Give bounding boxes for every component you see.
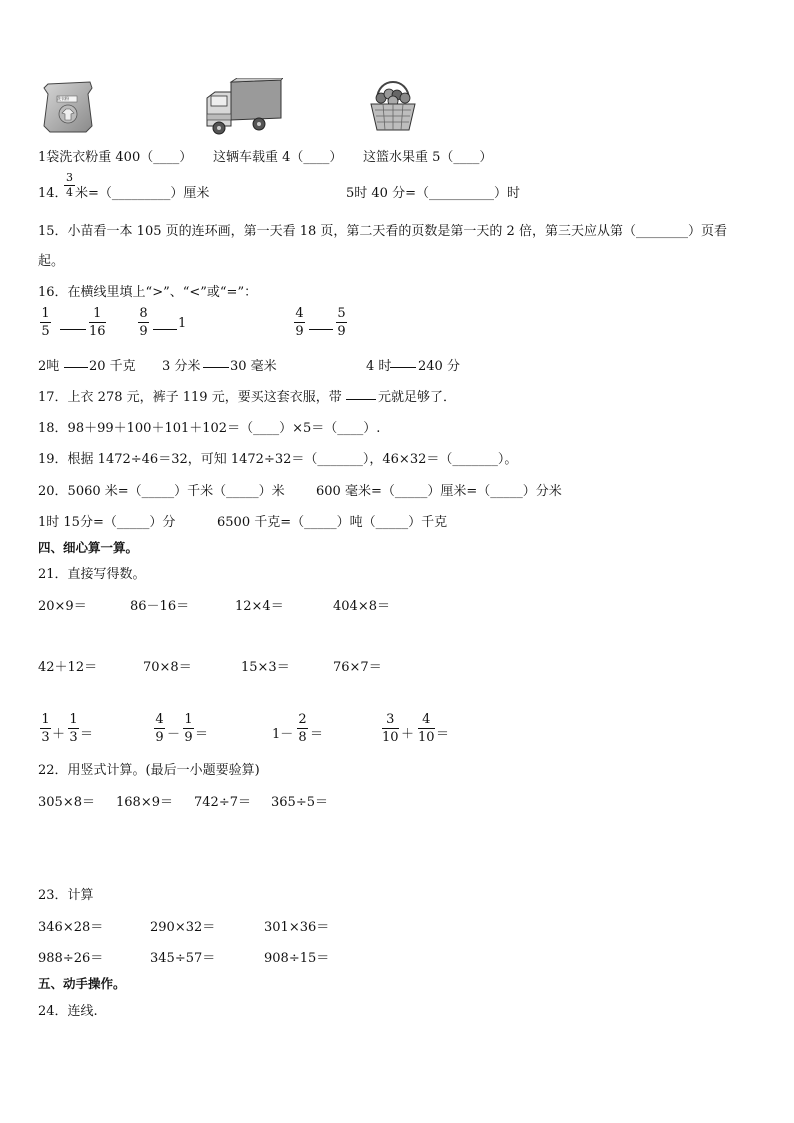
q18-text: 18．98＋99＋100＋101＋102＝（____）×5＝（____）.	[38, 421, 381, 436]
q22-item-2: 168×9＝	[116, 795, 173, 810]
q21-r3-4-eq: ＝	[436, 727, 450, 742]
q16-frac-2b: 1	[178, 316, 187, 331]
q16-row2-blank-1[interactable]	[64, 356, 88, 368]
q21-title: 21．直接写得数。	[38, 567, 146, 582]
q21-r3-3-eq: ＝	[310, 727, 324, 742]
q21-r3-1-op: ＋	[52, 727, 66, 742]
q21-r3-4-op: ＋	[401, 727, 415, 742]
q21-r2-4: 76×7＝	[333, 660, 382, 675]
fraction-numerator: 1	[41, 306, 50, 321]
q16-frac-1b	[89, 306, 106, 339]
fraction-numerator: 1	[41, 712, 50, 727]
q14-number: 14．	[38, 186, 68, 201]
q14-part-b: 5时 40 分=（__________）时	[346, 186, 520, 201]
fraction-numerator: 4	[422, 712, 431, 727]
q17-text-b: 元就足够了．	[378, 390, 457, 405]
q20-part-c: 1时 15分=（_____）分	[38, 515, 176, 530]
q16-frac-3b	[336, 306, 347, 339]
q22-title: 22．用竖式计算。(最后一小题要验算)	[38, 763, 260, 778]
q13-item-1: 1袋洗衣粉重 400（____）	[38, 150, 193, 165]
q21-r2-3: 15×3＝	[241, 660, 290, 675]
q21-r3-1-eq: ＝	[80, 727, 94, 742]
q21-r1-2: 86－16＝	[130, 599, 190, 614]
q21-r3-1-a	[40, 712, 51, 745]
q20-part-d: 6500 千克=（_____）吨（_____）千克	[217, 515, 448, 530]
fraction-denominator: 9	[139, 324, 148, 339]
fraction-denominator: 4	[66, 186, 73, 199]
fraction-denominator: 9	[337, 324, 346, 339]
fraction-numerator: 4	[155, 712, 164, 727]
fraction-numerator: 1	[69, 712, 78, 727]
q13-item-3: 这篮水果重 5（____）	[363, 150, 493, 165]
fraction-numerator: 2	[298, 712, 307, 727]
fraction-numerator: 4	[295, 306, 304, 321]
detergent-bag-icon	[42, 80, 98, 134]
q16-frac-3a	[294, 306, 305, 339]
fraction-denominator: 8	[298, 730, 307, 745]
q23-r2-3: 908÷15＝	[264, 951, 330, 966]
q16-row2-blank-2[interactable]	[203, 356, 229, 368]
q21-r3-2-a	[154, 712, 165, 745]
q16-row2-blank-3[interactable]	[390, 356, 416, 368]
q23-r2-2: 345÷57＝	[150, 951, 216, 966]
q21-r1-3: 12×4＝	[235, 599, 284, 614]
q17-text-a: 17．上衣 278 元，裤子 119 元，要买这套衣服，带	[38, 390, 342, 405]
q17-blank[interactable]	[346, 388, 376, 400]
fraction-numerator: 3	[386, 712, 395, 727]
q19-text: 19．根据 1472÷46＝32，可知 1472÷32＝（_______），46×32＝（_______）。	[38, 452, 518, 467]
q21-r3-2-eq: ＝	[195, 727, 209, 742]
fraction-denominator: 3	[69, 730, 78, 745]
q24-title: 24．连线.	[38, 1004, 98, 1019]
q22-item-3: 742÷7＝	[194, 795, 251, 810]
q21-r3-2-op: －	[167, 727, 181, 742]
q21-r1-1: 20×9＝	[38, 599, 87, 614]
q21-r3-1-b	[68, 712, 79, 745]
q16-row2-3-right: 240 分	[418, 359, 460, 374]
q21-r2-1: 42＋12＝	[38, 660, 98, 675]
fraction-denominator: 16	[89, 324, 106, 339]
q15-line-1: 15．小苗看一本 105 页的连环画，第一天看 18 页，第二天看的页数是第一天的 2 倍，第三天应从第（________）页看	[38, 224, 727, 239]
truck-icon	[203, 78, 283, 136]
q16-blank-1[interactable]	[60, 318, 86, 330]
fraction-denominator: 10	[418, 730, 435, 745]
q13-item-2: 这辆车载重 4（____）	[213, 150, 343, 165]
section-5-title: 五、动手操作。	[38, 976, 126, 991]
q15-line-2: 起。	[38, 254, 65, 269]
q16-frac-1a	[40, 306, 51, 339]
q22-item-4: 365÷5＝	[271, 795, 328, 810]
q21-r3-3-pre: 1－	[272, 727, 294, 742]
bag-label: 洗衣粉	[57, 96, 69, 101]
q23-title: 23．计算	[38, 888, 94, 903]
fraction-numerator: 1	[184, 712, 193, 727]
fraction-denominator: 9	[184, 730, 193, 745]
q16-row2-2-left: 3 分米	[162, 359, 201, 374]
fraction-numerator: 8	[139, 306, 148, 321]
fraction-denominator: 3	[41, 730, 50, 745]
q23-r1-3: 301×36＝	[264, 920, 330, 935]
q23-r1-2: 290×32＝	[150, 920, 216, 935]
fraction-denominator: 9	[295, 324, 304, 339]
q14-fraction	[64, 172, 75, 199]
q20-part-a: 20．5060 米=（_____）千米（_____）米	[38, 484, 285, 499]
fraction-denominator: 10	[382, 730, 399, 745]
q21-r2-2: 70×8＝	[143, 660, 192, 675]
section-4-title: 四、细心算一算。	[38, 540, 139, 555]
q22-item-1: 305×8＝	[38, 795, 95, 810]
q16-frac-2a	[138, 306, 149, 339]
q14-part-a: 米=（_________）厘米	[75, 186, 210, 201]
fraction-numerator: 3	[66, 171, 73, 184]
q16-row2-1-left: 2吨	[38, 359, 60, 374]
fruit-basket-icon	[367, 74, 419, 134]
q21-r3-3-b	[297, 712, 308, 745]
q23-r1-1: 346×28＝	[38, 920, 104, 935]
q21-r1-4: 404×8＝	[333, 599, 390, 614]
q20-part-b: 600 毫米=（_____）厘米=（_____）分米	[316, 484, 562, 499]
fraction-denominator: 9	[155, 730, 164, 745]
q23-r2-1: 988÷26＝	[38, 951, 104, 966]
q16-row2-3-left: 4 时	[366, 359, 392, 374]
fraction-denominator: 5	[41, 324, 50, 339]
q16-row2-1-right: 20 千克	[89, 359, 136, 374]
q21-r3-4-b	[418, 712, 435, 745]
q21-r3-2-b	[183, 712, 194, 745]
q21-r3-4-a	[382, 712, 399, 745]
q16-blank-2[interactable]	[153, 318, 177, 330]
q16-row2-2-right: 30 毫米	[230, 359, 277, 374]
q16-blank-3[interactable]	[309, 318, 333, 330]
fraction-numerator: 5	[337, 306, 346, 321]
q16-title: 16．在横线里填上“>”、“<”或“=”：	[38, 285, 258, 300]
fraction-numerator: 1	[93, 306, 102, 321]
